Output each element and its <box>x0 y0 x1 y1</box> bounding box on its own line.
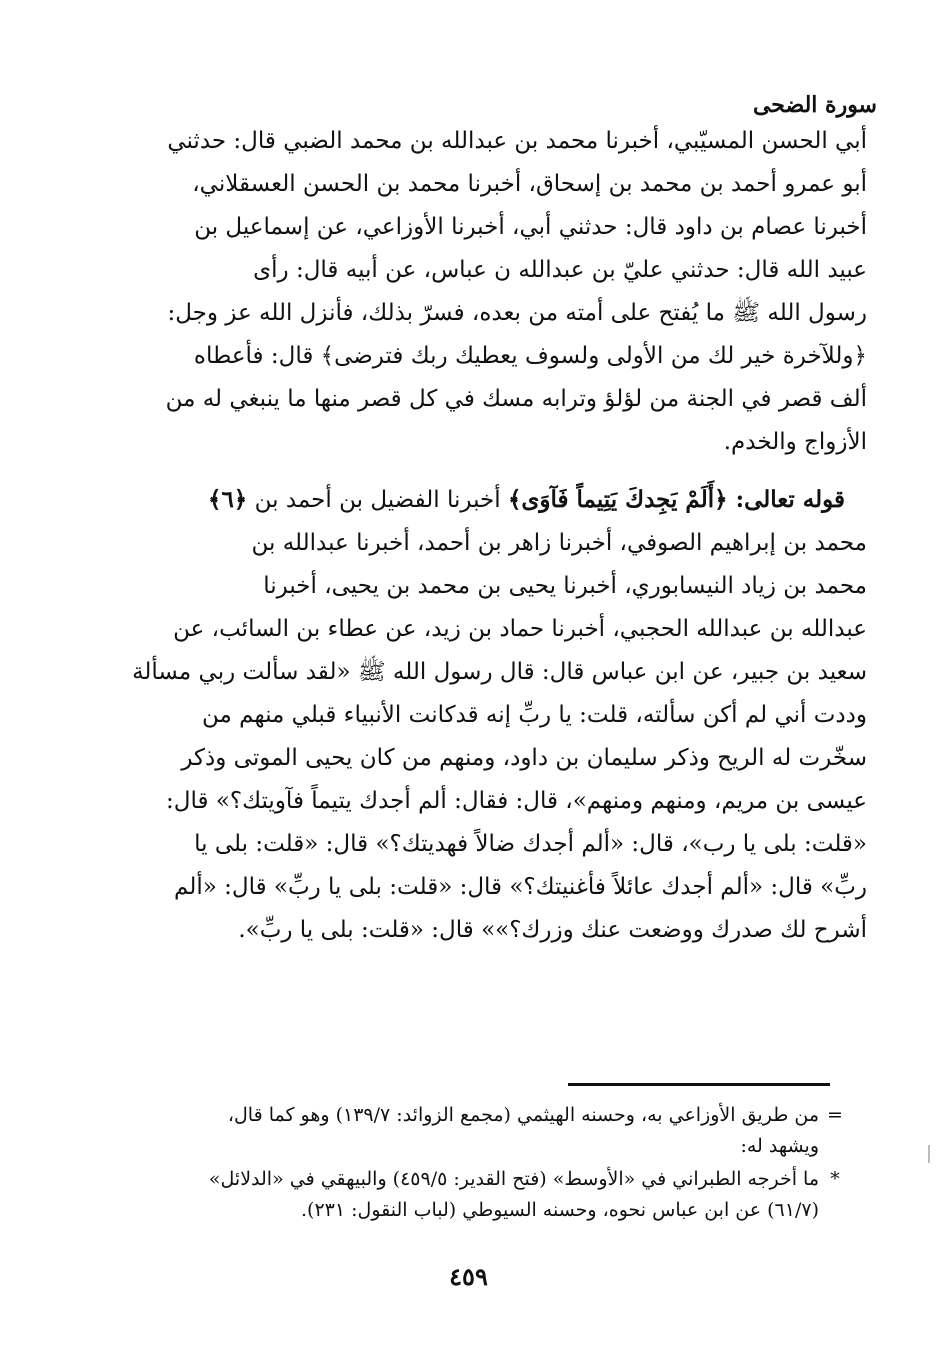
footnote-separator <box>568 1083 830 1086</box>
footnote-line: (٦١/٧) عن ابن عباس نحوه، وحسنه السيوطي (لباب النقول: ٢٣١). <box>301 1199 819 1221</box>
text-line: محمد بن زياد النيسابوري، أخبرنا يحيى بن محمد بن يحيى، أخبرنا <box>263 573 867 599</box>
footnote <box>148 1100 845 1162</box>
verse-lead: قوله تعالى: ﴿أَلَمْ يَجِدكَ يَتِيماً فَآوَى﴾ <box>507 486 845 513</box>
paragraph-1 <box>110 120 867 464</box>
first-line-rest: أخبرنا الفضيل بن أحمد بن <box>254 487 501 513</box>
paragraph-2 <box>110 478 867 952</box>
text-line: أبو عمرو أحمد بن محمد بن إسحاق، أخبرنا محمد بن الحسن العسقلاني، <box>192 171 867 197</box>
text-line: الأزواج والخدم. <box>723 429 867 455</box>
text-line: ربِّ» قال: «ألم أجدك عائلاً فأغنيتك؟» قال: «قلت: بلى يا ربِّ» قال: «ألم <box>174 874 867 900</box>
text-line: عبدالله بن عبدالله الحجبي، أخبرنا حماد بن زيد، عن عطاء بن السائب، عن <box>173 616 867 642</box>
text-line: محمد بن إبراهيم الصوفي، أخبرنا زاهر بن أحمد، أخبرنا عبدالله بن <box>251 530 867 556</box>
footnote <box>148 1164 845 1226</box>
text-line: أخبرنا عصام بن داود قال: حدثني أبي، أخبرنا الأوزاعي، عن إسماعيل بن <box>194 214 867 240</box>
main-text <box>110 120 867 952</box>
verse-number: ﴿٦﴾ <box>207 486 248 513</box>
text-line: عبيد الله قال: حدثني عليّ بن عبدالله ن عباس، عن أبيه قال: رأى <box>253 257 867 283</box>
text-line: وددت أني لم أكن سألته، قلت: يا ربِّ إنه قدكانت الأنبياء قبلي منهم من <box>202 702 867 728</box>
footnote-mark: = <box>827 1104 843 1126</box>
text-line: أشرح لك صدرك ووضعت عنك وزرك؟»» قال: «قلت: بلى يا ربِّ». <box>238 917 867 943</box>
text-line: سعيد بن جبير، عن ابن عباس قال: قال رسول الله ﷺ «لقد سألت ربي مسألة <box>132 659 867 685</box>
text-line: أبي الحسن المسيّبي، أخبرنا محمد بن عبدالله بن محمد الضبي قال: حدثني <box>167 128 867 154</box>
paragraph-2-first-line <box>110 478 867 522</box>
page-number: ٤٥٩ <box>449 1262 488 1291</box>
text-line: سخّرت له الريح وذكر سليمان بن داود، ومنهم من كان يحيى الموتى وذكر <box>181 745 867 771</box>
text-line: «قلت: بلى يا رب»، قال: «ألم أجدك ضالاً فهديتك؟» قال: «قلت: بلى يا <box>194 831 867 857</box>
footnotes <box>148 1100 845 1228</box>
text-line: ﴿وللآخرة خير لك من الأولى ولسوف يعطيك ربك فترضى﴾ قال: فأعطاه <box>193 343 867 369</box>
text-line: رسول الله ﷺ ما يُفتح على أمته من بعده، فسرّ بذلك، فأنزل الله عز وجل: <box>167 300 867 326</box>
footnote-line: ما أخرجه الطبراني في «الأوسط» (فتح القدير: ٤٥٩/٥) والبيهقي في «الدلائل» <box>208 1168 819 1190</box>
text-line: عيسى بن مريم، ومنهم ومنهم»، قال: فقال: ألم أجدك يتيماً فآويتك؟» قال: <box>166 788 867 814</box>
footnote-line: من طريق الأوزاعي به، وحسنه الهيثمي (مجمع الزوائد: ١٣٩/٧) وهو كما قال، <box>227 1104 819 1126</box>
margin-mark <box>928 1145 930 1163</box>
footnote-mark: * <box>830 1168 840 1190</box>
footnote-line: ويشهد له: <box>740 1135 819 1157</box>
surah-title: سورة الضحى <box>752 92 877 118</box>
text-line: ألف قصر في الجنة من لؤلؤ وترابه مسك في كل قصر منها ما ينبغي له من <box>165 386 867 412</box>
